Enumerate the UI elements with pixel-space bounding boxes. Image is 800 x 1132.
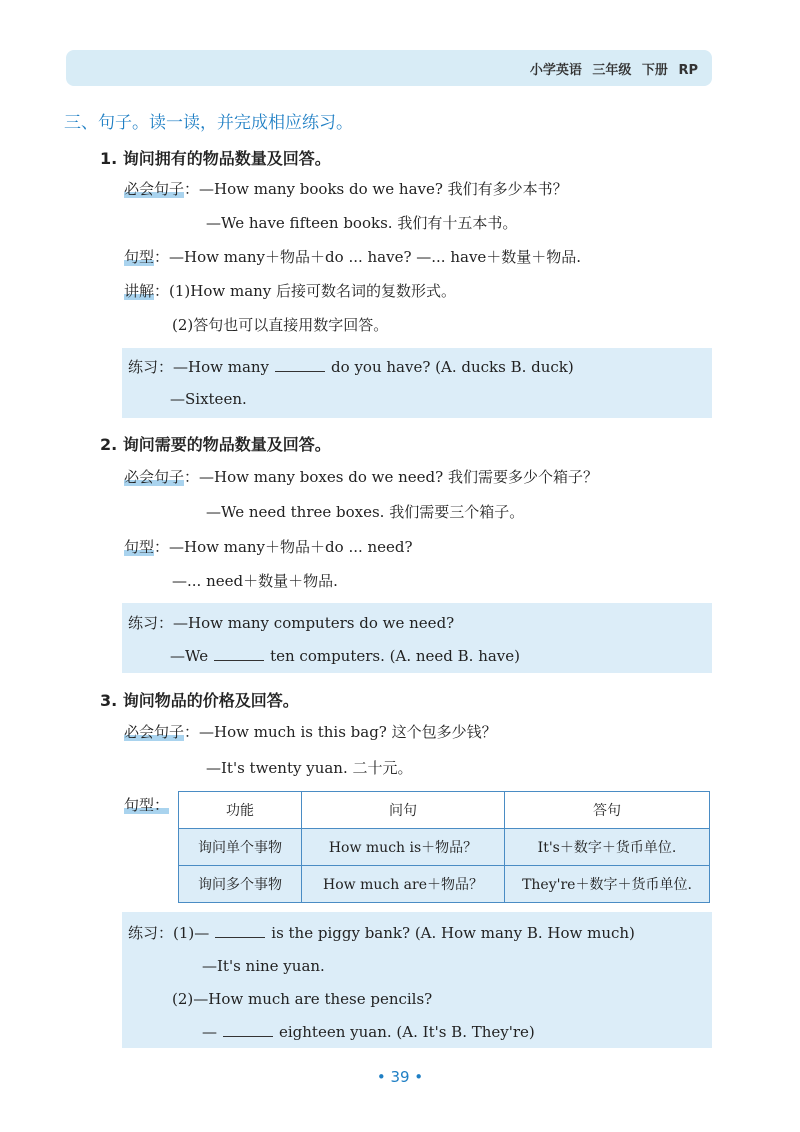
p1-explain1	[124, 280, 456, 301]
table-cell: 询问多个事物	[179, 866, 302, 903]
table-header-row	[179, 792, 710, 829]
p1-practice-q-post: do you have? (A. ducks B. duck)	[331, 358, 574, 376]
header-bar	[66, 50, 712, 86]
p2-practice-box	[122, 603, 712, 673]
answer-blank[interactable]	[275, 370, 325, 372]
p1-must-q-text: ：—How many books do we have? 我们有多少本书？	[184, 180, 568, 198]
table-cell: They're＋数字＋货币单位.	[505, 866, 710, 903]
p2-practice-a-post: ten computers. (A. need B. have)	[270, 647, 521, 665]
p2-practice-q-text: ：—How many computers do we need?	[158, 614, 455, 632]
answer-blank[interactable]	[215, 936, 265, 938]
table-header: 答句	[505, 792, 710, 829]
pattern-label: 句型	[124, 538, 155, 556]
p3-pattern-label	[124, 794, 169, 815]
p1-practice-q	[128, 356, 574, 377]
table-cell: It's＋数字＋货币单位.	[505, 829, 710, 866]
p2-pattern1	[124, 536, 413, 557]
p1-practice-a: —Sixteen.	[170, 390, 247, 408]
must-label: 必会句子	[124, 723, 185, 741]
p1-pattern-text: ：—How many＋物品＋do ... have? —... have＋数量＋物品.	[154, 248, 582, 266]
p3-ex1-post: is the piggy bank? (A. How many B. How much)	[271, 924, 635, 942]
p3-ex2-a-post: eighteen yuan. (A. It's B. They're)	[279, 1023, 535, 1041]
table-cell: How much are＋物品？	[302, 866, 505, 903]
p1-must-q	[124, 178, 568, 199]
table-header: 问句	[302, 792, 505, 829]
book-info: 小学英语 三年级 下册 RP	[529, 63, 698, 78]
p2-must-q-text: ：—How many boxes do we need? 我们需要多少个箱子？	[184, 468, 598, 486]
page-number: • 39 •	[376, 1068, 424, 1086]
p3-ex1-pre: ：(1)—	[158, 924, 210, 942]
pattern-label: 句型	[124, 248, 155, 266]
p3-must-q	[124, 721, 497, 742]
p1-practice-box	[122, 348, 712, 418]
p2-heading: 2. 询问需要的物品数量及回答。	[100, 435, 331, 454]
table-row	[179, 829, 710, 866]
pattern-table	[178, 791, 710, 903]
must-label: 必会句子	[124, 468, 185, 486]
p2-practice-a-pre: —We	[170, 647, 209, 665]
p2-practice-q	[128, 612, 454, 633]
p3-must-q-text: ：—How much is this bag? 这个包多少钱？	[184, 723, 497, 741]
pattern-label: 句型：	[124, 796, 170, 814]
p3-practice-box	[122, 912, 712, 1048]
p1-pattern	[124, 246, 581, 267]
p3-ex2-a-pre: —	[202, 1023, 217, 1041]
p2-practice-a	[170, 647, 520, 665]
answer-blank[interactable]	[223, 1035, 273, 1037]
table-row	[179, 866, 710, 903]
p1-must-a: —We have fifteen books. 我们有十五本书。	[206, 214, 518, 232]
p3-must-a: —It's twenty yuan. 二十元。	[206, 759, 413, 777]
p2-must-a: —We need three boxes. 我们需要三个箱子。	[206, 503, 525, 521]
practice-label: 练习	[128, 924, 159, 942]
p2-pattern2: —... need＋数量＋物品.	[172, 572, 338, 590]
p1-heading: 1. 询问拥有的物品数量及回答。	[100, 149, 331, 168]
table-cell: How much is＋物品？	[302, 829, 505, 866]
section-title: 三、句子。读一读，并完成相应练习。	[64, 113, 353, 133]
must-label: 必会句子	[124, 180, 185, 198]
practice-label: 练习	[128, 358, 159, 376]
p2-must-q	[124, 466, 598, 487]
p3-ex2-a	[202, 1023, 535, 1041]
practice-label: 练习	[128, 614, 159, 632]
p1-explain1-text: ：(1)How many 后接可数名词的复数形式。	[154, 282, 457, 300]
explain-label: 讲解	[124, 282, 155, 300]
answer-blank[interactable]	[214, 659, 264, 661]
p2-pattern1-text: ：—How many＋物品＋do ... need?	[154, 538, 413, 556]
p3-ex1-a: —It's nine yuan.	[202, 957, 325, 975]
p1-explain2: (2)答句也可以直接用数字回答。	[172, 316, 389, 334]
p3-ex2-q: (2)—How much are these pencils?	[172, 990, 433, 1008]
p1-practice-q-pre: ：—How many	[158, 358, 270, 376]
table-cell: 询问单个事物	[179, 829, 302, 866]
p3-heading: 3. 询问物品的价格及回答。	[100, 691, 299, 710]
table-header: 功能	[179, 792, 302, 829]
p3-ex1-q	[128, 922, 635, 943]
